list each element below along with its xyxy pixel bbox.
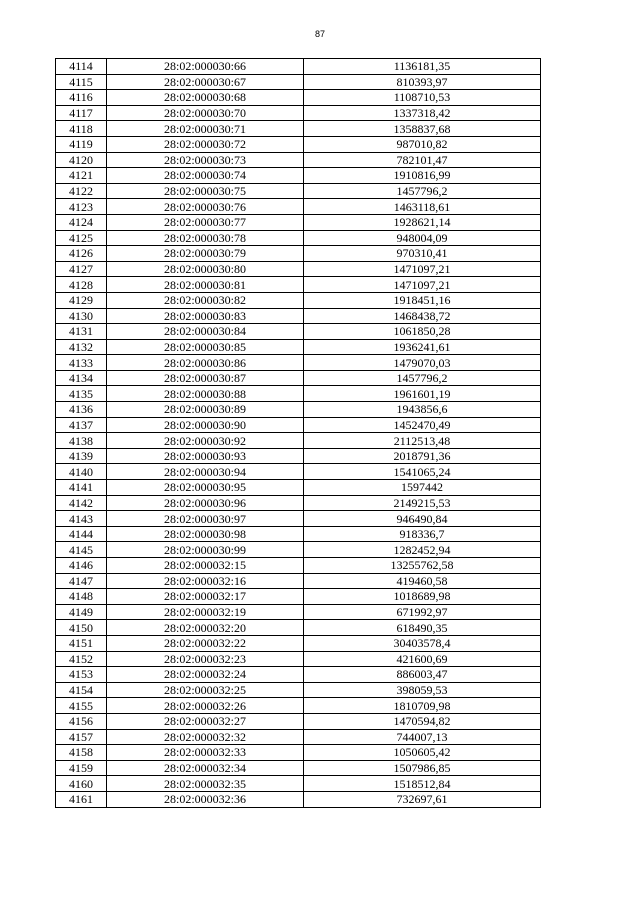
row-number-cell: 4144 bbox=[56, 526, 107, 542]
row-number-cell: 4117 bbox=[56, 105, 107, 121]
cadastral-number-cell: 28:02:000032:22 bbox=[107, 635, 304, 651]
value-cell: 421600,69 bbox=[304, 651, 541, 667]
cadastral-number-cell: 28:02:000030:67 bbox=[107, 74, 304, 90]
cadastral-number-cell: 28:02:000032:20 bbox=[107, 620, 304, 636]
table-row bbox=[56, 214, 541, 230]
row-number-cell: 4143 bbox=[56, 511, 107, 527]
table-row bbox=[56, 511, 541, 527]
cadastral-number-cell: 28:02:000032:32 bbox=[107, 729, 304, 745]
cadastral-number-cell: 28:02:000030:81 bbox=[107, 277, 304, 293]
value-cell: 1471097,21 bbox=[304, 261, 541, 277]
cadastral-number-cell: 28:02:000032:16 bbox=[107, 573, 304, 589]
table-row bbox=[56, 402, 541, 418]
row-number-cell: 4128 bbox=[56, 277, 107, 293]
row-number-cell: 4153 bbox=[56, 667, 107, 683]
value-cell: 782101,47 bbox=[304, 152, 541, 168]
row-number-cell: 4160 bbox=[56, 776, 107, 792]
cadastral-number-cell: 28:02:000032:27 bbox=[107, 713, 304, 729]
records-table bbox=[55, 58, 541, 808]
row-number-cell: 4137 bbox=[56, 417, 107, 433]
cadastral-number-cell: 28:02:000030:82 bbox=[107, 292, 304, 308]
row-number-cell: 4130 bbox=[56, 308, 107, 324]
row-number-cell: 4114 bbox=[56, 59, 107, 75]
row-number-cell: 4147 bbox=[56, 573, 107, 589]
cadastral-number-cell: 28:02:000030:85 bbox=[107, 339, 304, 355]
table-row bbox=[56, 464, 541, 480]
value-cell: 1452470,49 bbox=[304, 417, 541, 433]
cadastral-number-cell: 28:02:000030:73 bbox=[107, 152, 304, 168]
row-number-cell: 4138 bbox=[56, 433, 107, 449]
cadastral-number-cell: 28:02:000030:99 bbox=[107, 542, 304, 558]
cadastral-number-cell: 28:02:000032:34 bbox=[107, 760, 304, 776]
table-row bbox=[56, 168, 541, 184]
cadastral-number-cell: 28:02:000030:72 bbox=[107, 136, 304, 152]
table-row bbox=[56, 74, 541, 90]
table-row bbox=[56, 199, 541, 215]
value-cell: 1936241,61 bbox=[304, 339, 541, 355]
table-row bbox=[56, 90, 541, 106]
table-row bbox=[56, 635, 541, 651]
row-number-cell: 4140 bbox=[56, 464, 107, 480]
value-cell: 1050605,42 bbox=[304, 745, 541, 761]
cadastral-number-cell: 28:02:000030:76 bbox=[107, 199, 304, 215]
table-row bbox=[56, 246, 541, 262]
cadastral-number-cell: 28:02:000030:79 bbox=[107, 246, 304, 262]
row-number-cell: 4119 bbox=[56, 136, 107, 152]
table-row bbox=[56, 105, 541, 121]
table-row bbox=[56, 136, 541, 152]
row-number-cell: 4121 bbox=[56, 168, 107, 184]
value-cell: 1479070,03 bbox=[304, 355, 541, 371]
cadastral-number-cell: 28:02:000032:19 bbox=[107, 604, 304, 620]
row-number-cell: 4133 bbox=[56, 355, 107, 371]
value-cell: 1061850,28 bbox=[304, 324, 541, 340]
value-cell: 30403578,4 bbox=[304, 635, 541, 651]
cadastral-number-cell: 28:02:000032:15 bbox=[107, 558, 304, 574]
table-row bbox=[56, 152, 541, 168]
cadastral-number-cell: 28:02:000030:94 bbox=[107, 464, 304, 480]
table-row bbox=[56, 682, 541, 698]
page-number: 87 bbox=[314, 29, 325, 39]
value-cell: 948004,09 bbox=[304, 230, 541, 246]
value-cell: 886003,47 bbox=[304, 667, 541, 683]
value-cell: 1463118,61 bbox=[304, 199, 541, 215]
row-number-cell: 4150 bbox=[56, 620, 107, 636]
row-number-cell: 4154 bbox=[56, 682, 107, 698]
row-number-cell: 4145 bbox=[56, 542, 107, 558]
cadastral-number-cell: 28:02:000030:74 bbox=[107, 168, 304, 184]
cadastral-number-cell: 28:02:000032:35 bbox=[107, 776, 304, 792]
row-number-cell: 4158 bbox=[56, 745, 107, 761]
table-row bbox=[56, 495, 541, 511]
cadastral-number-cell: 28:02:000030:93 bbox=[107, 448, 304, 464]
value-cell: 1108710,53 bbox=[304, 90, 541, 106]
row-number-cell: 4148 bbox=[56, 589, 107, 605]
row-number-cell: 4126 bbox=[56, 246, 107, 262]
table-row bbox=[56, 604, 541, 620]
cadastral-number-cell: 28:02:000030:97 bbox=[107, 511, 304, 527]
cadastral-number-cell: 28:02:000032:33 bbox=[107, 745, 304, 761]
cadastral-number-cell: 28:02:000030:80 bbox=[107, 261, 304, 277]
value-cell: 398059,53 bbox=[304, 682, 541, 698]
row-number-cell: 4151 bbox=[56, 635, 107, 651]
value-cell: 1470594,82 bbox=[304, 713, 541, 729]
row-number-cell: 4142 bbox=[56, 495, 107, 511]
value-cell: 1943856,6 bbox=[304, 402, 541, 418]
table-row bbox=[56, 698, 541, 714]
table-row bbox=[56, 791, 541, 807]
value-cell: 1597442 bbox=[304, 480, 541, 496]
cadastral-number-cell: 28:02:000032:24 bbox=[107, 667, 304, 683]
table-row bbox=[56, 589, 541, 605]
value-cell: 987010,82 bbox=[304, 136, 541, 152]
cadastral-number-cell: 28:02:000030:98 bbox=[107, 526, 304, 542]
cadastral-number-cell: 28:02:000030:83 bbox=[107, 308, 304, 324]
cadastral-number-cell: 28:02:000032:23 bbox=[107, 651, 304, 667]
cadastral-number-cell: 28:02:000030:68 bbox=[107, 90, 304, 106]
cadastral-number-cell: 28:02:000030:92 bbox=[107, 433, 304, 449]
cadastral-number-cell: 28:02:000030:95 bbox=[107, 480, 304, 496]
value-cell: 1518512,84 bbox=[304, 776, 541, 792]
table-row bbox=[56, 480, 541, 496]
row-number-cell: 4134 bbox=[56, 370, 107, 386]
row-number-cell: 4120 bbox=[56, 152, 107, 168]
table-row bbox=[56, 230, 541, 246]
table-row bbox=[56, 729, 541, 745]
table-row bbox=[56, 667, 541, 683]
table-row bbox=[56, 776, 541, 792]
row-number-cell: 4131 bbox=[56, 324, 107, 340]
cadastral-number-cell: 28:02:000030:89 bbox=[107, 402, 304, 418]
table-row bbox=[56, 59, 541, 75]
cadastral-number-cell: 28:02:000030:96 bbox=[107, 495, 304, 511]
value-cell: 419460,58 bbox=[304, 573, 541, 589]
table-row bbox=[56, 573, 541, 589]
value-cell: 732697,61 bbox=[304, 791, 541, 807]
table-row bbox=[56, 417, 541, 433]
row-number-cell: 4116 bbox=[56, 90, 107, 106]
row-number-cell: 4152 bbox=[56, 651, 107, 667]
row-number-cell: 4157 bbox=[56, 729, 107, 745]
cadastral-number-cell: 28:02:000032:36 bbox=[107, 791, 304, 807]
value-cell: 1507986,85 bbox=[304, 760, 541, 776]
table-row bbox=[56, 620, 541, 636]
row-number-cell: 4139 bbox=[56, 448, 107, 464]
row-number-cell: 4132 bbox=[56, 339, 107, 355]
row-number-cell: 4161 bbox=[56, 791, 107, 807]
row-number-cell: 4122 bbox=[56, 183, 107, 199]
value-cell: 970310,41 bbox=[304, 246, 541, 262]
value-cell: 1018689,98 bbox=[304, 589, 541, 605]
value-cell: 1541065,24 bbox=[304, 464, 541, 480]
row-number-cell: 4146 bbox=[56, 558, 107, 574]
cadastral-number-cell: 28:02:000030:66 bbox=[107, 59, 304, 75]
table-row bbox=[56, 339, 541, 355]
records-table-body bbox=[56, 59, 541, 808]
cadastral-number-cell: 28:02:000030:88 bbox=[107, 386, 304, 402]
value-cell: 618490,35 bbox=[304, 620, 541, 636]
value-cell: 946490,84 bbox=[304, 511, 541, 527]
row-number-cell: 4155 bbox=[56, 698, 107, 714]
value-cell: 1468438,72 bbox=[304, 308, 541, 324]
cadastral-number-cell: 28:02:000030:86 bbox=[107, 355, 304, 371]
value-cell: 2112513,48 bbox=[304, 433, 541, 449]
cadastral-number-cell: 28:02:000030:78 bbox=[107, 230, 304, 246]
cadastral-number-cell: 28:02:000030:75 bbox=[107, 183, 304, 199]
value-cell: 2018791,36 bbox=[304, 448, 541, 464]
table-row bbox=[56, 324, 541, 340]
value-cell: 810393,97 bbox=[304, 74, 541, 90]
row-number-cell: 4135 bbox=[56, 386, 107, 402]
row-number-cell: 4129 bbox=[56, 292, 107, 308]
row-number-cell: 4118 bbox=[56, 121, 107, 137]
table-row bbox=[56, 713, 541, 729]
cadastral-number-cell: 28:02:000030:71 bbox=[107, 121, 304, 137]
table-row bbox=[56, 448, 541, 464]
table-row bbox=[56, 651, 541, 667]
value-cell: 671992,97 bbox=[304, 604, 541, 620]
cadastral-number-cell: 28:02:000032:25 bbox=[107, 682, 304, 698]
table-row bbox=[56, 542, 541, 558]
row-number-cell: 4159 bbox=[56, 760, 107, 776]
table-row bbox=[56, 261, 541, 277]
value-cell: 1282452,94 bbox=[304, 542, 541, 558]
table-row bbox=[56, 355, 541, 371]
table-row bbox=[56, 308, 541, 324]
table-row bbox=[56, 433, 541, 449]
value-cell: 1471097,21 bbox=[304, 277, 541, 293]
cadastral-number-cell: 28:02:000030:77 bbox=[107, 214, 304, 230]
row-number-cell: 4123 bbox=[56, 199, 107, 215]
cadastral-number-cell: 28:02:000030:87 bbox=[107, 370, 304, 386]
value-cell: 1457796,2 bbox=[304, 183, 541, 199]
table-row bbox=[56, 386, 541, 402]
table-row bbox=[56, 292, 541, 308]
value-cell: 1928621,14 bbox=[304, 214, 541, 230]
row-number-cell: 4124 bbox=[56, 214, 107, 230]
table-row bbox=[56, 760, 541, 776]
row-number-cell: 4156 bbox=[56, 713, 107, 729]
cadastral-number-cell: 28:02:000030:84 bbox=[107, 324, 304, 340]
value-cell: 1961601,19 bbox=[304, 386, 541, 402]
value-cell: 1136181,35 bbox=[304, 59, 541, 75]
table-row bbox=[56, 526, 541, 542]
row-number-cell: 4115 bbox=[56, 74, 107, 90]
table-row bbox=[56, 183, 541, 199]
table-row bbox=[56, 121, 541, 137]
value-cell: 918336,7 bbox=[304, 526, 541, 542]
value-cell: 1337318,42 bbox=[304, 105, 541, 121]
row-number-cell: 4125 bbox=[56, 230, 107, 246]
value-cell: 1910816,99 bbox=[304, 168, 541, 184]
value-cell: 13255762,58 bbox=[304, 558, 541, 574]
value-cell: 1918451,16 bbox=[304, 292, 541, 308]
value-cell: 744007,13 bbox=[304, 729, 541, 745]
cadastral-number-cell: 28:02:000030:70 bbox=[107, 105, 304, 121]
row-number-cell: 4136 bbox=[56, 402, 107, 418]
value-cell: 1810709,98 bbox=[304, 698, 541, 714]
row-number-cell: 4149 bbox=[56, 604, 107, 620]
row-number-cell: 4127 bbox=[56, 261, 107, 277]
table-row bbox=[56, 558, 541, 574]
value-cell: 2149215,53 bbox=[304, 495, 541, 511]
value-cell: 1457796,2 bbox=[304, 370, 541, 386]
table-row bbox=[56, 745, 541, 761]
value-cell: 1358837,68 bbox=[304, 121, 541, 137]
row-number-cell: 4141 bbox=[56, 480, 107, 496]
cadastral-number-cell: 28:02:000032:26 bbox=[107, 698, 304, 714]
cadastral-number-cell: 28:02:000032:17 bbox=[107, 589, 304, 605]
table-row bbox=[56, 370, 541, 386]
cadastral-number-cell: 28:02:000030:90 bbox=[107, 417, 304, 433]
table-row bbox=[56, 277, 541, 293]
